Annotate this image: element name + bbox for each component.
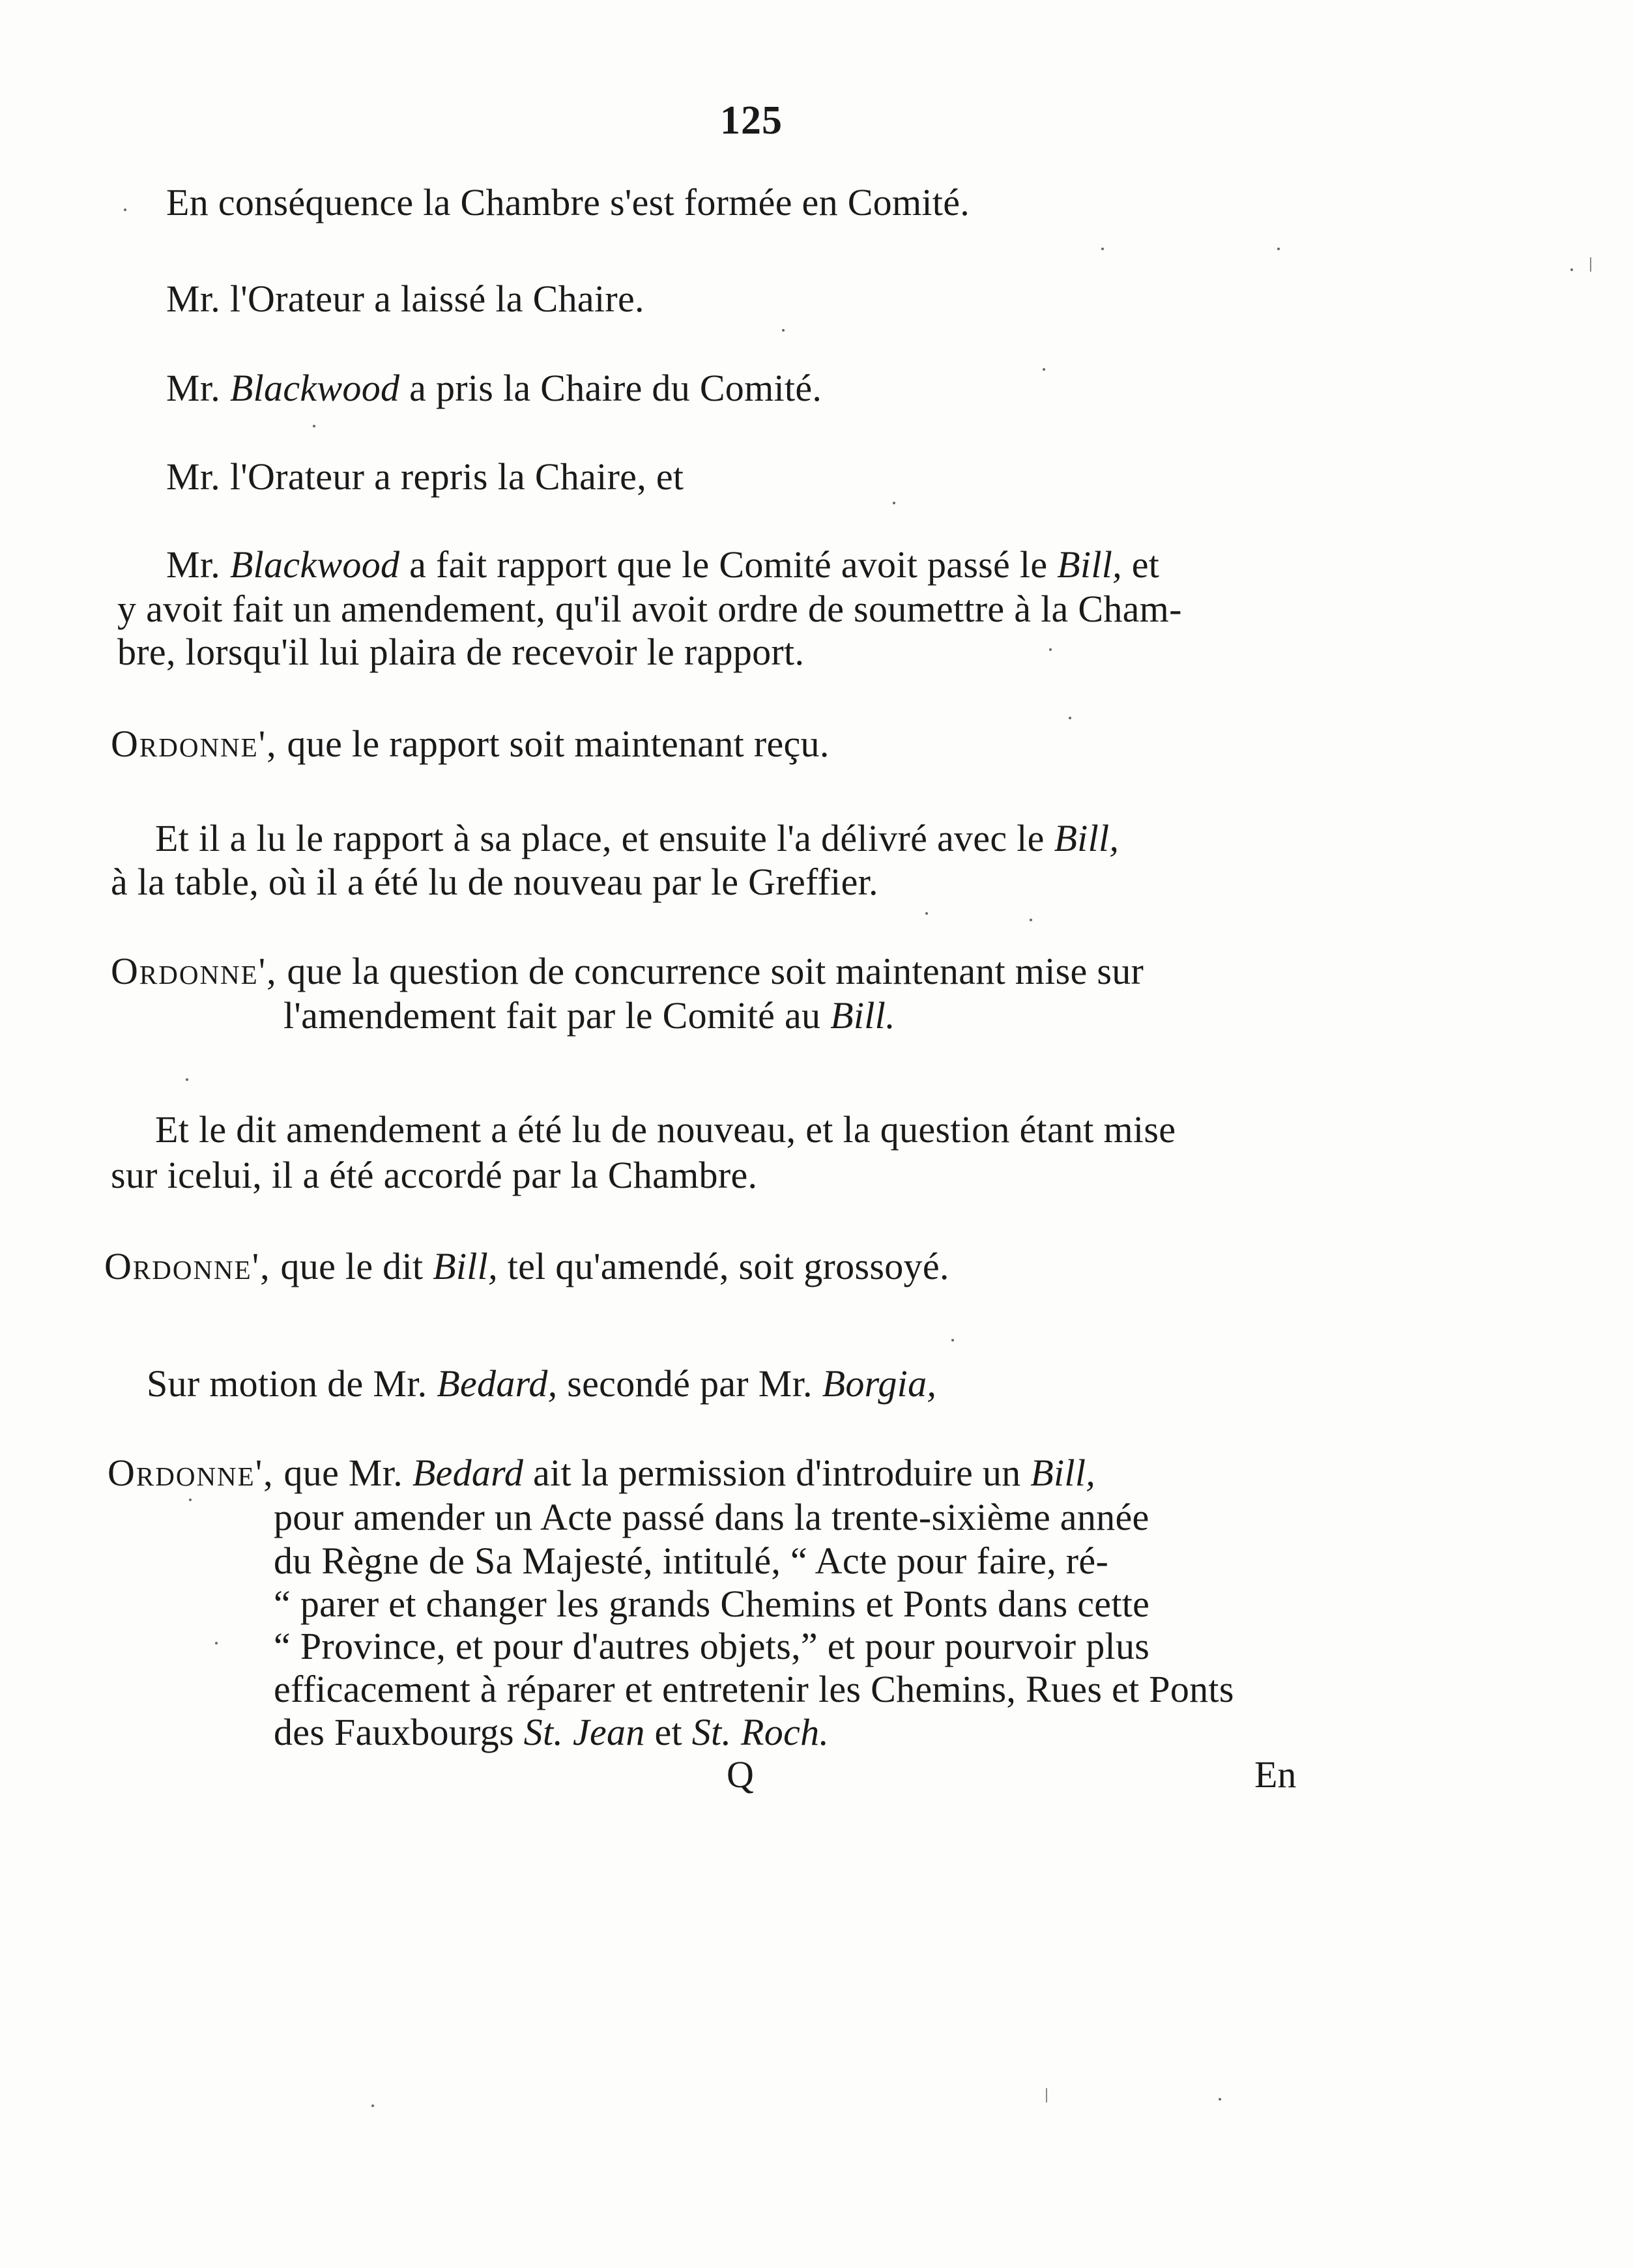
print-speck [893,502,895,504]
text-span: que le rapport soit maintenant reçu. [277,723,830,765]
text-line [283,994,895,1037]
text-line [155,1108,1176,1151]
text-line [274,1542,1108,1580]
print-speck [1030,919,1032,921]
text-line [166,543,1160,586]
place-italic: St. Roch. [691,1711,830,1753]
print-speck [215,1642,218,1644]
text-span: “ parer et changer les grands Chemins et Ponts dans cette [274,1583,1150,1625]
text-span: que le dit [270,1245,433,1287]
text-line [117,590,1182,628]
text-line [155,817,1120,859]
text-line [166,280,644,318]
text-span: ait la permission d'introduire un [523,1452,1031,1494]
text-span: secondé par Mr. [557,1362,822,1405]
print-mark [1590,257,1591,272]
text-line [108,1454,1095,1492]
text-span: que la question de concurrence soit maintenant mise sur [277,950,1144,992]
text-line [274,1496,1149,1538]
text-span: et [644,1711,692,1753]
print-mark [1046,2088,1047,2103]
text-line [274,1585,1149,1623]
page-number: 125 [720,98,783,143]
print-speck [1277,248,1280,250]
print-speck [925,912,928,915]
text-span: Et il a lu le rapport à sa place, et ensuite l'a délivré avec le [155,817,1054,859]
text-span: Et le dit amendement a été lu de nouveau, et la question étant mise [155,1108,1176,1151]
print-speck [189,1499,192,1501]
text-span: a fait rapport que le Comité avoit passé le [399,543,1058,586]
ordonne-label: Ordonne', [111,723,278,765]
bill-italic: Bill, [1030,1452,1096,1494]
print-speck [1101,248,1104,250]
text-span: et [1121,543,1160,586]
text-line [104,1245,949,1287]
text-span: efficacement à réparer et entretenir les Chemins, Rues et Ponts [274,1668,1234,1710]
ordonne-label: Ordonne', [108,1452,274,1494]
text-span: y avoit fait un amendement, qu'il avoit ordre de soumettre à la Cham- [117,588,1182,630]
text-line [166,181,970,223]
text-span: Mr. [166,367,230,409]
signature-mark: Q [727,1753,754,1796]
text-span: a pris la Chaire du Comité. [399,367,822,409]
ordonne-label: Ordonne', [111,950,278,992]
print-speck [1570,268,1573,271]
name-italic: Blackwood [229,543,400,586]
text-span: Mr. l'Orateur a repris la Chaire, et [166,455,684,498]
print-speck [1069,717,1071,719]
bill-italic: Bill, [433,1245,498,1287]
bill-italic: Bill, [1057,543,1122,586]
text-line [274,1711,830,1753]
place-italic: St. Jean [523,1711,645,1753]
text-span: des Fauxbourgs [274,1711,524,1753]
text-span: l'amendement fait par le Comité au [283,994,831,1037]
text-span: En conséquence la Chambre s'est formée en Comité. [166,181,970,223]
text-span: à la table, où il a été lu de nouveau par le Greffier. [111,861,878,903]
print-speck [1049,648,1052,651]
name-italic: Borgia, [822,1362,937,1405]
ordonne-label: Ordonne', [104,1245,271,1287]
text-line [147,1362,937,1405]
name-italic: Blackwood [229,367,400,409]
text-line [166,369,822,407]
text-span: “ Province, et pour d'autres objets,” et pour pourvoir plus [274,1625,1150,1667]
text-span: Mr. [166,543,230,586]
text-span: sur icelui, il a été accordé par la Chambre. [111,1154,758,1196]
text-span: du Règne de Sa Majesté, intitulé, “ Acte pour faire, ré- [274,1540,1109,1582]
print-speck [124,208,126,211]
text-line [274,1668,1234,1710]
name-italic: Bedard, [437,1362,558,1405]
print-speck [951,1339,954,1342]
print-speck [371,2104,374,2107]
text-span: Sur motion de Mr. [147,1362,437,1405]
text-span: tel qu'amendé, soit grossoyé. [497,1245,949,1287]
print-speck [1043,368,1045,371]
print-speck [313,425,315,427]
bill-italic: Bill, [1054,817,1120,859]
text-line [111,950,1144,992]
text-line [111,725,830,763]
text-span: bre, lorsqu'il lui plaira de recevoir le rapport. [117,631,805,673]
print-speck [1219,2098,1221,2101]
print-speck [782,329,785,332]
text-span: que Mr. [274,1452,412,1494]
name-italic: Bedard [412,1452,524,1494]
text-line [166,455,684,498]
text-span: Mr. l'Orateur a laissé la Chaire. [166,278,644,320]
bill-italic: Bill. [830,994,895,1037]
text-line [117,633,804,671]
text-line [111,1156,757,1194]
text-span: pour amender un Acte passé dans la trente-sixième année [274,1496,1149,1538]
print-speck [186,1078,188,1081]
catchword: En [1254,1753,1297,1796]
text-line [274,1625,1150,1667]
text-line [111,863,878,901]
